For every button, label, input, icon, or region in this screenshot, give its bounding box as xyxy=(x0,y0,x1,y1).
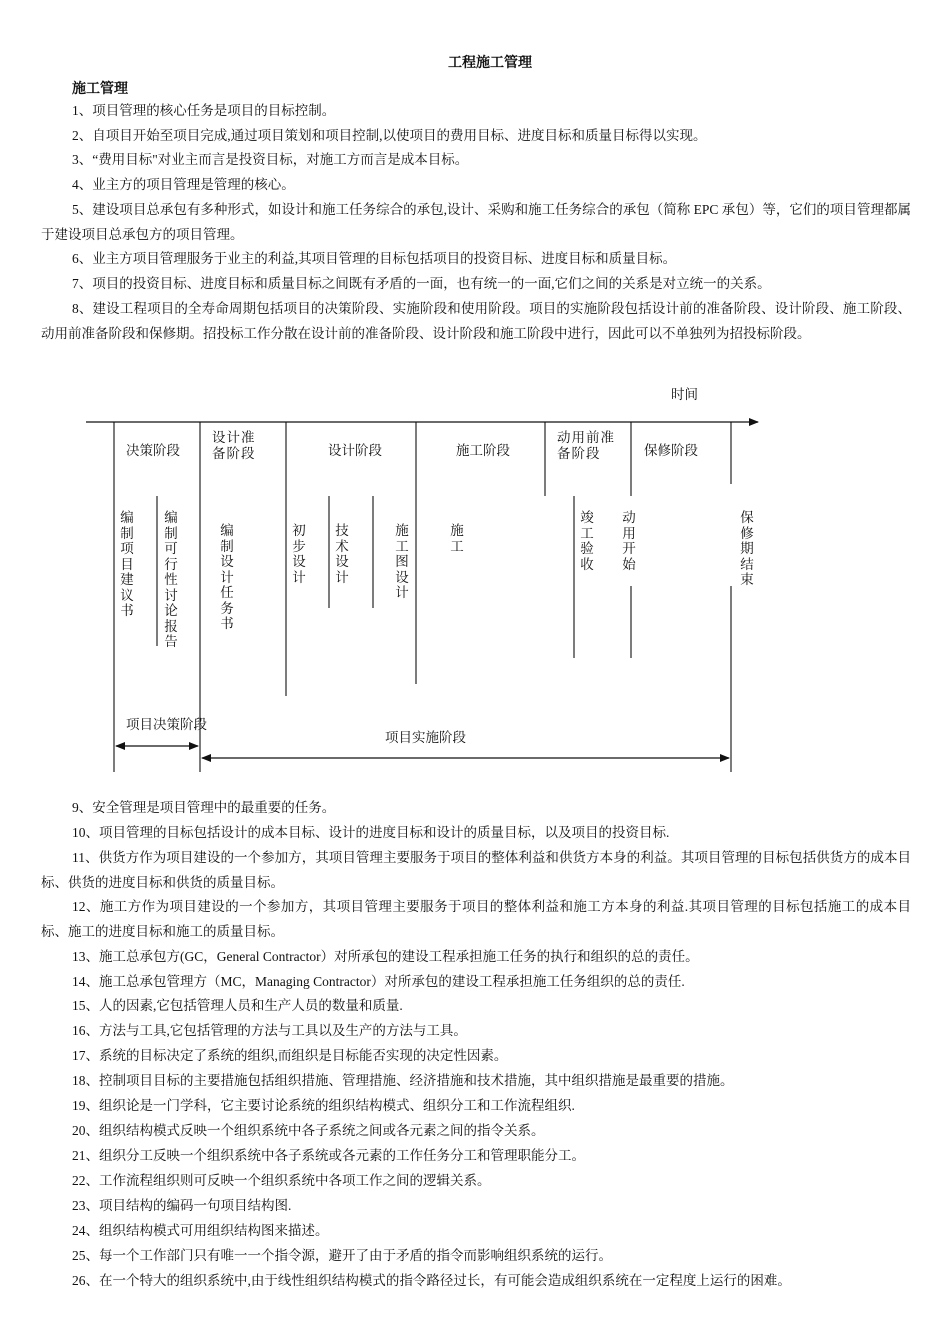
paragraph-21: 21、组织分工反映一个组织系统中各子系统或各元素的工作任务分工和管理职能分工。 xyxy=(72,1148,585,1163)
milestone-design-brief: 编制设计任务书 xyxy=(220,523,234,631)
paragraph-13: 13、施工总承包方(GC，General Contractor）对所承包的建设工程承担施工任务的执行和组织的总的责任。 xyxy=(72,949,699,964)
milestone-acceptance: 竣工验收 xyxy=(580,510,594,572)
paragraph-15: 15、人的因素,它包括管理人员和生产人员的数量和质量. xyxy=(72,998,403,1013)
paragraph-1: 1、项目管理的核心任务是项目的目标控制。 xyxy=(72,103,336,118)
phase-design: 设计阶段 xyxy=(328,443,382,458)
paragraph-17: 17、系统的目标决定了系统的组织,而组织是目标能否实现的决定性因素。 xyxy=(72,1048,508,1063)
phase-decision: 决策阶段 xyxy=(126,443,180,458)
milestone-prelim-design: 初步设计 xyxy=(292,523,306,585)
paragraph-11: 11、供货方作为项目建设的一个参加方，其项目管理主要服务于项目的整体利益和供货方本身的利益。其项目管理的目标包括供货方的成本目标、供货的进度目标和供货的质量目标。 xyxy=(41,850,911,890)
paragraph-7: 7、项目的投资目标、进度目标和质量目标之间既有矛盾的一面，也有统一的一面,它们之间的关系是对立统一的关系。 xyxy=(72,276,771,291)
milestone-feasibility: 编制可行性讨论报告 xyxy=(164,510,178,649)
paragraph-4: 4、业主方的项目管理是管理的核心。 xyxy=(72,177,295,192)
phase-pre-use-prep: 动用前准备阶段 xyxy=(557,430,615,461)
lifecycle-diagram xyxy=(0,380,950,780)
paragraph-26: 26、在一个特大的组织系统中,由于线性组织结构模式的指令路径过长，有可能会造成组织系统在一定程度上运行的困难。 xyxy=(72,1273,791,1288)
paragraph-20: 20、组织结构模式反映一个组织系统中各子系统之间或各元素之间的指令关系。 xyxy=(72,1123,545,1138)
phase-design-prep: 设计准备阶段 xyxy=(212,430,256,461)
span-decision-label: 项目决策阶段 xyxy=(126,717,207,732)
document-title: 工程施工管理 xyxy=(448,56,532,71)
paragraph-8: 8、建设工程项目的全寿命周期包括项目的决策阶段、实施阶段和使用阶段。项目的实施阶段包括设计前的准备阶段、设计阶段、施工阶段、动用前准备阶段和保修期。招投标工作分散在设计前的准备阶段、设计阶段和施工阶段中进行，因此可以不单独列为招投标阶段。 xyxy=(41,301,911,341)
phase-warranty: 保修阶段 xyxy=(644,443,698,458)
milestone-start-use: 动用开始 xyxy=(622,510,636,572)
paragraph-9: 9、安全管理是项目管理中的最重要的任务。 xyxy=(72,800,336,815)
paragraph-6: 6、业主方项目管理服务于业主的利益,其项目管理的目标包括项目的投资目标、进度目标和质量目标。 xyxy=(72,251,677,266)
milestone-warranty-end: 保修期结束 xyxy=(740,510,754,587)
milestone-construction-design: 施工图设计 xyxy=(395,523,409,600)
paragraph-10: 10、项目管理的目标包括设计的成本目标、设计的进度目标和设计的质量目标，以及项目的投资目标. xyxy=(72,825,670,840)
paragraph-12: 12、施工方作为项目建设的一个参加方，其项目管理主要服务于项目的整体利益和施工方本身的利益.其项目管理的目标包括施工的成本目标、施工的进度目标和施工的质量目标。 xyxy=(41,899,911,939)
axis-label-time: 时间 xyxy=(671,387,698,402)
paragraph-24: 24、组织结构模式可用组织结构图来描述。 xyxy=(72,1223,329,1238)
paragraph-19: 19、组织论是一门学科，它主要讨论系统的组织结构模式、组织分工和工作流程组织. xyxy=(72,1098,575,1113)
milestone-tech-design: 技术设计 xyxy=(335,523,349,585)
paragraph-5: 5、建设项目总承包有多种形式，如设计和施工任务综合的承包,设计、采购和施工任务综合的承包（简称 EPC 承包）等，它们的项目管理都属于建设项目总承包方的项目管理。 xyxy=(41,202,911,242)
paragraph-18: 18、控制项目目标的主要措施包括组织措施、管理措施、经济措施和技术措施，其中组织措施是最重要的措施。 xyxy=(72,1073,734,1088)
phase-construction: 施工阶段 xyxy=(456,443,510,458)
milestone-construction: 施工 xyxy=(450,523,464,554)
section-heading: 施工管理 xyxy=(72,82,128,97)
milestone-proposal: 编制项目建议书 xyxy=(120,510,134,618)
paragraph-16: 16、方法与工具,它包括管理的方法与工具以及生产的方法与工具。 xyxy=(72,1023,467,1038)
paragraph-2: 2、自项目开始至项目完成,通过项目策划和项目控制,以使项目的费用目标、进度目标和质量目标得以实现。 xyxy=(72,128,707,143)
span-implementation-label: 项目实施阶段 xyxy=(385,730,466,745)
paragraph-3: 3、“费用目标"对业主而言是投资目标，对施工方而言是成本目标。 xyxy=(72,152,469,167)
paragraph-25: 25、每一个工作部门只有唯一一个指令源，避开了由于矛盾的指令而影响组织系统的运行。 xyxy=(72,1248,612,1263)
paragraph-14: 14、施工总承包管理方（MC，Managing Contractor）对所承包的建设工程承担施工任务组织的总的责任. xyxy=(72,974,685,989)
paragraph-22: 22、工作流程组织则可反映一个组织系统中各项工作之间的逻辑关系。 xyxy=(72,1173,491,1188)
paragraph-23: 23、项目结构的编码一句项目结构图. xyxy=(72,1198,292,1213)
